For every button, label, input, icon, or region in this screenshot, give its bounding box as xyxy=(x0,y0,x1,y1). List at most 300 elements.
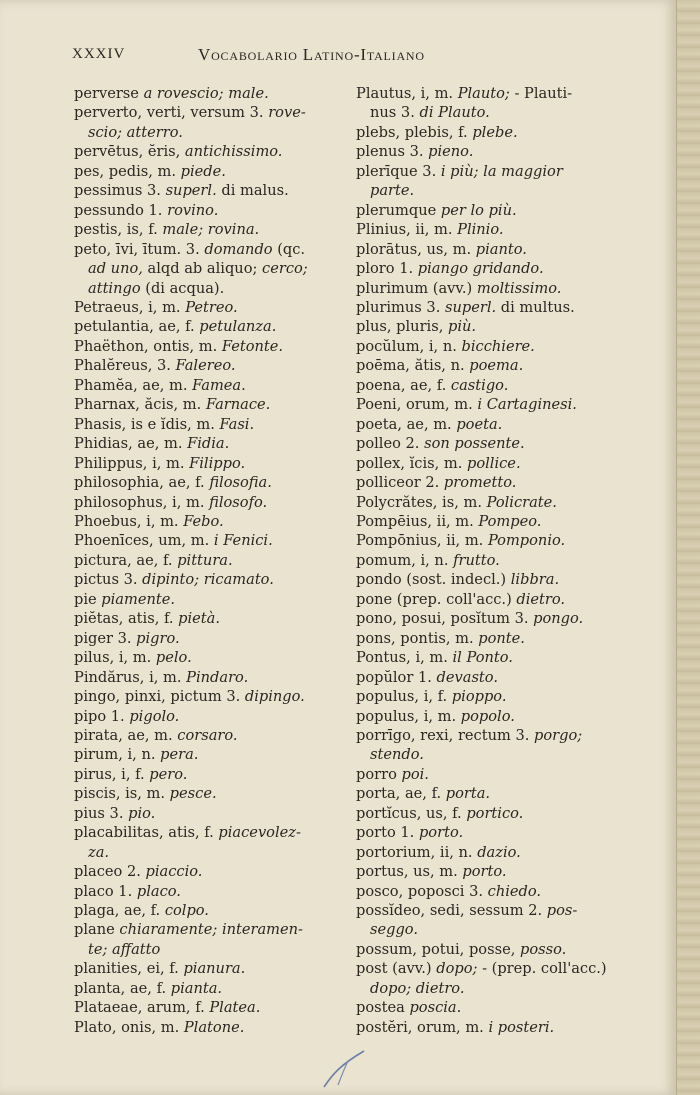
headword-text: pestis, is, f. xyxy=(74,221,163,239)
translation-text: pigolo. xyxy=(129,707,180,725)
dictionary-line xyxy=(74,784,366,803)
translation-text: i posteri. xyxy=(488,1018,555,1036)
headword-text: plurimus 3. xyxy=(356,298,445,316)
dictionary-line xyxy=(74,240,366,259)
headword-text: plorātus, us, m. xyxy=(356,240,476,258)
dictionary-line xyxy=(74,707,366,726)
dictionary-line xyxy=(74,940,366,959)
translation-text: libbra. xyxy=(510,571,560,589)
dictionary-line xyxy=(74,979,366,998)
headword-text: possĭdeo, sedi, sessum 2. xyxy=(356,902,547,920)
dictionary-line xyxy=(356,920,656,939)
headword-text: di malus. xyxy=(216,182,289,200)
dictionary-line xyxy=(356,279,656,298)
translation-text: cerco; xyxy=(262,260,308,278)
headword-text: pessundo 1. xyxy=(74,201,168,219)
headword-text: Polycrătes, is, m. xyxy=(356,493,487,511)
translation-text: son possente. xyxy=(424,435,525,453)
dictionary-line xyxy=(356,648,656,667)
dictionary-line xyxy=(74,804,366,823)
translation-text: pieno. xyxy=(428,143,474,161)
translation-text: piango gridando. xyxy=(417,260,544,278)
dictionary-line xyxy=(74,823,366,842)
headword-text: pius 3. xyxy=(74,804,129,822)
translation-text: attingo xyxy=(88,279,141,297)
dictionary-line xyxy=(356,551,656,570)
translation-text: chiaramente; interamen- xyxy=(119,921,303,939)
dictionary-line xyxy=(356,726,656,745)
dictionary-line xyxy=(74,668,366,687)
headword-text: placabilitas, atis, f. xyxy=(74,824,219,842)
dictionary-line xyxy=(356,181,656,200)
headword-text: piger 3. xyxy=(74,629,137,647)
headword-text: portĭcus, us, f. xyxy=(356,804,467,822)
headword-text: pone (prep. coll'acc.) xyxy=(356,590,517,608)
translation-text: filosofo. xyxy=(209,493,268,511)
dictionary-line xyxy=(356,804,656,823)
dictionary-line xyxy=(74,376,366,395)
headword-text: porrīgo, rexi, rectum 3. xyxy=(356,726,535,744)
dictionary-line xyxy=(356,512,656,531)
headword-text: postĕri, orum, m. xyxy=(356,1018,489,1036)
dictionary-line xyxy=(356,609,656,628)
headword-text: (di acqua). xyxy=(140,279,225,297)
headword-text: Phaëthon, ontis, m. xyxy=(74,337,222,355)
dictionary-line xyxy=(356,473,656,492)
dictionary-line xyxy=(356,84,656,103)
translation-text: seggo. xyxy=(370,921,418,939)
dictionary-line xyxy=(356,142,656,161)
headword-text: piscis, is, m. xyxy=(74,785,170,803)
dictionary-line xyxy=(74,493,366,512)
dictionary-line xyxy=(74,882,366,901)
translation-text: pero. xyxy=(149,765,188,783)
headword-text: planta, ae, f. xyxy=(74,979,171,997)
headword-text: petulantia, ae, f. xyxy=(74,318,200,336)
translation-text: pittura. xyxy=(177,551,233,569)
headword-text: porro xyxy=(356,765,402,783)
dictionary-line xyxy=(74,901,366,920)
dictionary-line xyxy=(356,123,656,142)
translation-text: Falereo. xyxy=(175,357,236,375)
page-edge xyxy=(676,0,700,1095)
translation-text: Farnace. xyxy=(205,396,271,414)
headword-text: pervētus, ĕris, xyxy=(74,143,185,161)
translation-text: portico. xyxy=(466,804,524,822)
headword-text: polliceor 2. xyxy=(356,474,444,492)
dictionary-line xyxy=(356,979,656,998)
dictionary-line xyxy=(74,356,366,375)
translation-text: pongo. xyxy=(533,610,584,628)
headword-text: placo 1. xyxy=(74,882,137,900)
headword-text: plebs, plebis, f. xyxy=(356,123,473,141)
headword-text: Phasis, is e ĭdis, m. xyxy=(74,415,220,433)
page-header xyxy=(72,46,652,70)
dictionary-line xyxy=(356,201,656,220)
dictionary-line xyxy=(356,531,656,550)
translation-text: antichissimo. xyxy=(184,143,283,161)
headword-text: pomum, i, n. xyxy=(356,551,454,569)
headword-text: philosophia, ae, f. xyxy=(74,474,210,492)
headword-text: pingo, pinxi, pictum 3. xyxy=(74,688,245,706)
translation-text: pio. xyxy=(128,804,156,822)
translation-text: Petreo. xyxy=(185,298,238,316)
dictionary-line xyxy=(356,823,656,842)
translation-text: poema. xyxy=(469,357,524,375)
dictionary-line xyxy=(356,240,656,259)
translation-text: Policrate. xyxy=(486,493,557,511)
headword-text: pie xyxy=(74,590,102,608)
translation-text: piacevolez- xyxy=(218,824,301,842)
translation-text: corsaro. xyxy=(177,726,238,744)
headword-text: plane xyxy=(74,921,120,939)
translation-text: dipingo. xyxy=(244,688,305,706)
headword-text: pictus 3. xyxy=(74,571,143,589)
headword-text: Phalĕreus, 3. xyxy=(74,357,176,375)
translation-text: superl. xyxy=(165,182,217,200)
translation-text: rovino. xyxy=(167,201,219,219)
translation-text: stendo. xyxy=(370,746,424,764)
headword-text: porta, ae, f. xyxy=(356,785,446,803)
dictionary-line xyxy=(74,84,366,103)
dictionary-line xyxy=(356,220,656,239)
headword-text: perverse xyxy=(74,85,144,102)
headword-text: (qc. xyxy=(272,240,306,258)
dictionary-line xyxy=(356,707,656,726)
dictionary-line xyxy=(74,473,366,492)
headword-text: ploro 1. xyxy=(356,260,418,278)
dictionary-line xyxy=(356,434,656,453)
translation-text: pesce. xyxy=(169,785,217,803)
headword-text: pilus, i, m. xyxy=(74,649,156,667)
translation-text: Pomponio. xyxy=(487,532,566,550)
dictionary-line xyxy=(74,1018,366,1037)
dictionary-line xyxy=(356,454,656,473)
dictionary-line xyxy=(74,570,366,589)
translation-text: dopo; dietro. xyxy=(370,979,465,997)
dictionary-line xyxy=(74,123,366,142)
dictionary-line xyxy=(74,609,366,628)
translation-text: chiedo. xyxy=(487,882,542,900)
headword-text: peto, īvi, ītum. 3. xyxy=(74,240,205,258)
dictionary-line xyxy=(74,629,366,648)
translation-text: superl. xyxy=(444,298,497,316)
translation-text: frutto. xyxy=(453,551,500,569)
dictionary-line xyxy=(356,901,656,920)
headword-text: Phoenīces, um, m. xyxy=(74,532,214,550)
translation-text: Fasi. xyxy=(219,415,255,433)
translation-text: bicchiere. xyxy=(461,337,535,355)
dictionary-line xyxy=(356,590,656,609)
translation-text: rove- xyxy=(268,104,306,122)
running-title: Vocabolario Latino-Italiano xyxy=(198,45,425,64)
headword-text: Phidias, ae, m. xyxy=(74,435,188,453)
headword-text: pictura, ae, f. xyxy=(74,551,178,569)
translation-text: piaccio. xyxy=(145,863,203,881)
dictionary-line xyxy=(74,103,366,122)
translation-text: per lo più. xyxy=(440,201,517,219)
translation-text: Febo. xyxy=(183,512,224,530)
headword-text: porto 1. xyxy=(356,824,419,842)
dictionary-line xyxy=(356,784,656,803)
headword-text: pono, posui, posĭtum 3. xyxy=(356,610,534,628)
headword-text: poēma, ătis, n. xyxy=(356,357,470,375)
headword-text: plerumque xyxy=(356,201,441,219)
dictionary-line xyxy=(356,940,656,959)
dictionary-line xyxy=(74,551,366,570)
translation-text: Platone. xyxy=(183,1018,245,1036)
headword-text: possum, potui, posse, xyxy=(356,940,520,958)
translation-text: porgo; xyxy=(534,726,583,744)
headword-text: pondo (sost. indecl.) xyxy=(356,571,511,589)
pencil-mark-icon xyxy=(318,1045,368,1090)
headword-text: postea xyxy=(356,999,410,1017)
dictionary-line xyxy=(74,279,366,298)
headword-text: pirum, i, n. xyxy=(74,746,161,764)
headword-text: portus, us, m. xyxy=(356,863,463,881)
dictionary-line xyxy=(356,162,656,181)
translation-text: Pindaro. xyxy=(186,668,249,686)
dictionary-line xyxy=(74,298,366,317)
dictionary-line xyxy=(356,415,656,434)
dictionary-line xyxy=(356,570,656,589)
translation-text: pioppo. xyxy=(451,688,507,706)
dictionary-line xyxy=(74,220,366,239)
translation-text: Plauto; xyxy=(457,85,510,102)
headword-text: Plataeae, arum, f. xyxy=(74,999,210,1017)
dictionary-line xyxy=(356,317,656,336)
translation-text: dopo; xyxy=(436,960,478,978)
headword-text: Pompēius, ii, m. xyxy=(356,512,479,530)
translation-text: ad uno, xyxy=(88,260,143,278)
dictionary-line xyxy=(74,162,366,181)
headword-text: Petraeus, i, m. xyxy=(74,298,186,316)
translation-text: dietro. xyxy=(516,590,566,608)
headword-text: pipo 1. xyxy=(74,707,130,725)
headword-text: Pindărus, i, m. xyxy=(74,668,187,686)
translation-text: pietà. xyxy=(178,610,220,628)
headword-text: nus 3. xyxy=(370,104,420,122)
headword-text: Phamĕa, ae, m. xyxy=(74,376,193,394)
translation-text: posso. xyxy=(519,940,567,958)
translation-text: domando xyxy=(204,240,273,258)
dictionary-line xyxy=(74,920,366,939)
translation-text: Plinio. xyxy=(457,221,504,239)
translation-text: moltissimo. xyxy=(476,279,562,297)
dictionary-line xyxy=(74,512,366,531)
translation-text: pera. xyxy=(160,746,199,764)
dictionary-line xyxy=(74,765,366,784)
translation-text: pelo. xyxy=(155,649,192,667)
translation-text: i più; la maggior xyxy=(440,162,563,180)
headword-text: posco, poposci 3. xyxy=(356,882,488,900)
dictionary-line xyxy=(74,648,366,667)
dictionary-line xyxy=(356,882,656,901)
translation-text: piede. xyxy=(180,162,226,180)
headword-text: pirus, i, f. xyxy=(74,765,150,783)
dictionary-line xyxy=(356,259,656,278)
translation-text: petulanza. xyxy=(199,318,277,336)
headword-text: plurimum (avv.) xyxy=(356,279,477,297)
headword-text: plerīque 3. xyxy=(356,162,441,180)
translation-text: placo. xyxy=(136,882,181,900)
translation-text: Famea. xyxy=(192,376,246,394)
translation-text: pigro. xyxy=(136,629,180,647)
dictionary-line xyxy=(74,317,366,336)
dictionary-line xyxy=(74,843,366,862)
dictionary-line xyxy=(74,395,366,414)
headword-text: Plato, onis, m. xyxy=(74,1018,184,1036)
dictionary-line xyxy=(74,337,366,356)
headword-text: Phoebus, i, m. xyxy=(74,512,184,530)
headword-text: Plautus, i, m. xyxy=(356,85,458,102)
translation-text: pianura. xyxy=(183,960,246,978)
dictionary-line xyxy=(74,726,366,745)
translation-text: castigo. xyxy=(450,376,509,394)
headword-text: Plinius, ii, m. xyxy=(356,221,458,239)
headword-text: pocŭlum, i, n. xyxy=(356,337,462,355)
headword-text: Philippus, i, m. xyxy=(74,454,190,472)
translation-text: prometto. xyxy=(443,474,517,492)
translation-text: te; affatto xyxy=(88,940,161,958)
dictionary-line xyxy=(356,298,656,317)
dictionary-line xyxy=(356,337,656,356)
headword-text: pessimus 3. xyxy=(74,182,166,200)
dictionary-line xyxy=(356,629,656,648)
dictionary-line xyxy=(356,376,656,395)
translation-text: pianta. xyxy=(170,979,223,997)
translation-text: i Cartaginesi. xyxy=(477,396,577,414)
translation-text: piamente. xyxy=(101,590,176,608)
dictionary-line xyxy=(74,142,366,161)
translation-text: za. xyxy=(88,843,110,861)
headword-text: perverto, verti, versum 3. xyxy=(74,104,269,122)
headword-text: pes, pedis, m. xyxy=(74,162,181,180)
headword-text: populus, i, m. xyxy=(356,707,461,725)
translation-text: colpo. xyxy=(164,902,209,920)
headword-text: - Plauti- xyxy=(509,85,573,102)
dictionary-line xyxy=(356,493,656,512)
headword-text: plenus 3. xyxy=(356,143,429,161)
headword-text: post (avv.) xyxy=(356,960,437,978)
translation-text: porto. xyxy=(462,863,507,881)
dictionary-line xyxy=(74,959,366,978)
headword-text: philosophus, i, m. xyxy=(74,493,210,511)
headword-text: Poeni, orum, m. xyxy=(356,396,478,414)
translation-text: porta. xyxy=(445,785,491,803)
headword-text: alqd ab aliquo; xyxy=(142,260,263,278)
translation-text: popolo. xyxy=(460,707,515,725)
translation-text: dipinto; ricamato. xyxy=(142,571,274,589)
headword-text: Pharnax, ăcis, m. xyxy=(74,396,206,414)
headword-text: populus, i, f. xyxy=(356,688,452,706)
headword-text: plus, pluris, xyxy=(356,318,448,336)
dictionary-line xyxy=(356,356,656,375)
dictionary-line xyxy=(356,998,656,1017)
translation-text: più. xyxy=(448,318,477,336)
dictionary-line xyxy=(74,998,366,1017)
dictionary-line xyxy=(74,259,366,278)
headword-text: pons, pontis, m. xyxy=(356,629,479,647)
translation-text: poi. xyxy=(401,765,429,783)
headword-text: pollex, ĭcis, m. xyxy=(356,454,467,472)
headword-text: polleo 2. xyxy=(356,435,425,453)
translation-text: il Ponto. xyxy=(452,649,513,667)
translation-text: poscia. xyxy=(409,999,462,1017)
dictionary-line xyxy=(356,843,656,862)
translation-text: a rovescio; male. xyxy=(143,85,269,102)
translation-text: i Fenici. xyxy=(213,532,273,550)
headword-text: poena, ae, f. xyxy=(356,376,451,394)
translation-text: di Plauto. xyxy=(419,104,490,122)
headword-text: - (prep. coll'acc.) xyxy=(477,960,607,978)
left-column xyxy=(74,84,366,1037)
translation-text: Fetonte. xyxy=(221,337,284,355)
translation-text: plebe. xyxy=(472,123,518,141)
dictionary-line xyxy=(74,531,366,550)
dictionary-line xyxy=(356,1018,656,1037)
dictionary-line xyxy=(74,454,366,473)
dictionary-line xyxy=(74,201,366,220)
translation-text: ponte. xyxy=(478,629,525,647)
translation-text: Filippo. xyxy=(189,454,246,472)
dictionary-line xyxy=(74,415,366,434)
dictionary-line xyxy=(356,668,656,687)
dictionary-line xyxy=(356,103,656,122)
headword-text: pirata, ae, m. xyxy=(74,726,178,744)
translation-text: Pompeo. xyxy=(478,512,542,530)
headword-text: poeta, ae, m. xyxy=(356,415,457,433)
dictionary-line xyxy=(356,687,656,706)
headword-text: Pontus, i, m. xyxy=(356,649,453,667)
dictionary-line xyxy=(74,181,366,200)
translation-text: pianto. xyxy=(475,240,527,258)
translation-text: parte. xyxy=(370,182,415,200)
translation-text: pollice. xyxy=(467,454,521,472)
headword-text: placeo 2. xyxy=(74,863,146,881)
dictionary-line xyxy=(74,687,366,706)
translation-text: scio; atterro. xyxy=(88,123,183,141)
translation-text: pos- xyxy=(546,902,578,920)
dictionary-line xyxy=(356,745,656,764)
dictionary-line xyxy=(356,959,656,978)
dictionary-line xyxy=(356,395,656,414)
translation-text: porto. xyxy=(418,824,464,842)
dictionary-line xyxy=(74,862,366,881)
translation-text: dazio. xyxy=(477,843,521,861)
translation-text: devasto. xyxy=(436,668,498,686)
headword-text: di multus. xyxy=(496,298,575,316)
dictionary-line xyxy=(74,745,366,764)
right-column xyxy=(356,84,656,1037)
dictionary-line xyxy=(356,765,656,784)
translation-text: filosofia. xyxy=(209,474,272,492)
headword-text: popŭlor 1. xyxy=(356,668,437,686)
headword-text: piĕtas, atis, f. xyxy=(74,610,179,628)
dictionary-line xyxy=(74,434,366,453)
headword-text: plaga, ae, f. xyxy=(74,902,165,920)
translation-text: male; rovina. xyxy=(162,221,260,239)
headword-text: portorium, ii, n. xyxy=(356,843,478,861)
translation-text: Platea. xyxy=(209,999,261,1017)
headword-text: Pompōnius, ii, m. xyxy=(356,532,488,550)
dictionary-line xyxy=(356,862,656,881)
headword-text: planities, ei, f. xyxy=(74,960,184,978)
translation-text: Fidia. xyxy=(187,435,230,453)
translation-text: poeta. xyxy=(456,415,503,433)
page-number: XXXIV xyxy=(72,46,126,62)
dictionary-line xyxy=(74,590,366,609)
